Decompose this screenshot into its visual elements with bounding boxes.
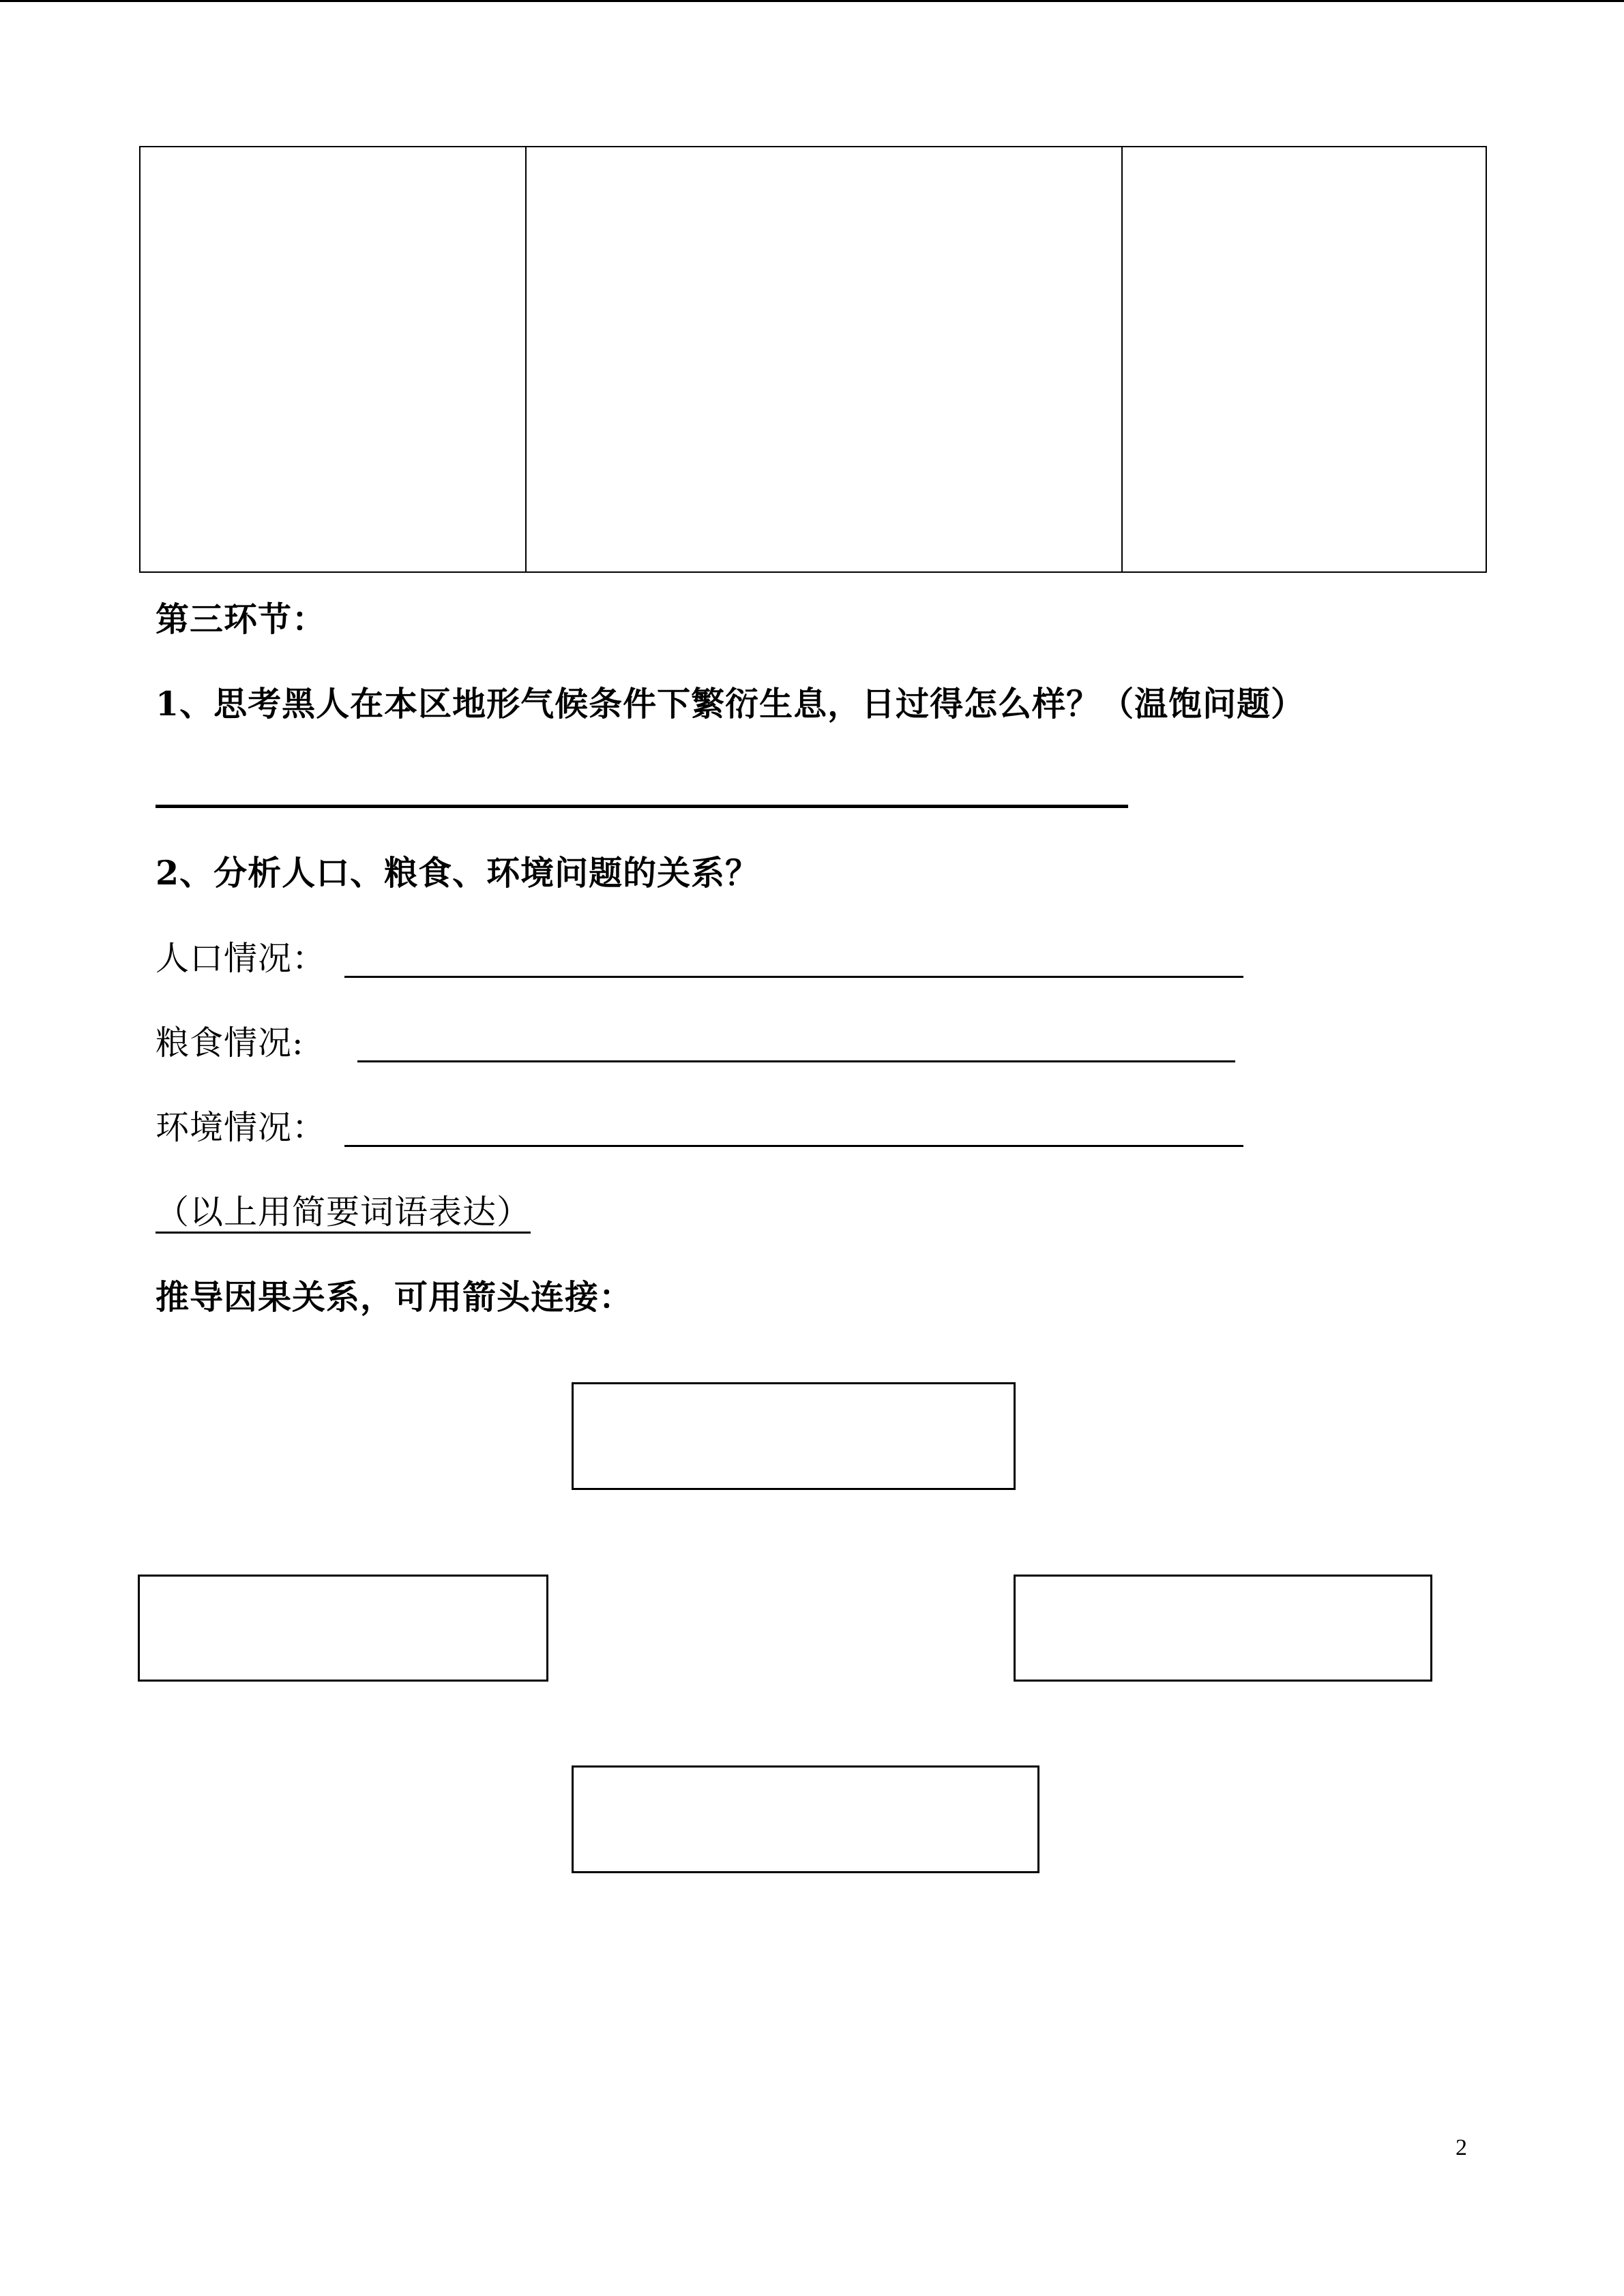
causal-box-left[interactable]: [138, 1575, 548, 1682]
causal-box-top[interactable]: [572, 1382, 1016, 1490]
table-cell-right[interactable]: [1122, 147, 1486, 572]
table-cell-middle[interactable]: [526, 147, 1122, 572]
food-label: 粮食情况:: [156, 1024, 304, 1062]
blank-table: [139, 146, 1487, 573]
section-heading: 第三环节：: [156, 599, 327, 639]
page-number: 2: [1456, 2135, 1467, 2160]
question-2-text: 2、分析人口、粮食、环境问题的关系？: [156, 853, 760, 893]
food-answer-line[interactable]: [357, 1060, 1235, 1062]
question-1-text: 1、思考黑人在本区地形气候条件下繁衍生息，日过得怎么样？（温饱问题）: [156, 684, 1305, 724]
table-row: [140, 147, 1486, 572]
derivation-instruction: 推导因果关系，可用箭头连接：: [156, 1277, 634, 1317]
answer-line-question-1[interactable]: [156, 805, 1128, 808]
population-answer-line[interactable]: [344, 976, 1243, 978]
page-top-border: [0, 0, 1624, 2]
causal-box-bottom[interactable]: [572, 1765, 1039, 1873]
population-label: 人口情况：: [156, 939, 327, 978]
table-cell-left[interactable]: [140, 147, 526, 572]
environment-answer-line[interactable]: [344, 1145, 1243, 1147]
environment-label: 环境情况：: [156, 1108, 327, 1147]
causal-box-right[interactable]: [1014, 1575, 1432, 1682]
answer-note: （以上用简要词语表达）: [156, 1193, 531, 1232]
